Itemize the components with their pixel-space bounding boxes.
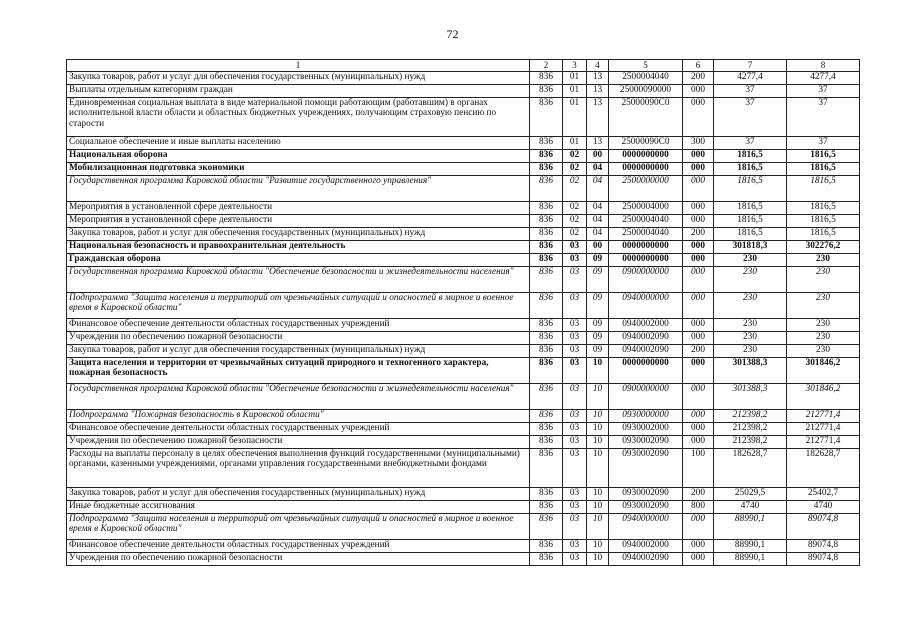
table-row bbox=[67, 513, 860, 539]
amount-1-cell: 230 bbox=[714, 331, 787, 344]
expense-type-cell: 000 bbox=[683, 97, 714, 136]
name-cell: Защита населения и территории от чрезвычайных ситуаций природного и техногенного характера, пожарная безопасность bbox=[67, 357, 530, 383]
expense-type-cell: 000 bbox=[683, 318, 714, 331]
target-article-cell: 0930002000 bbox=[609, 422, 683, 435]
section-cell: 03 bbox=[563, 513, 587, 539]
section-cell: 03 bbox=[563, 357, 587, 383]
target-article-cell: 0940002090 bbox=[609, 331, 683, 344]
table-row bbox=[67, 84, 860, 97]
target-article-cell: 0930002090 bbox=[609, 448, 683, 487]
amount-2-cell: 230 bbox=[787, 344, 860, 357]
target-article-cell: 0940002000 bbox=[609, 539, 683, 552]
expense-type-cell: 000 bbox=[683, 513, 714, 539]
section-cell: 03 bbox=[563, 240, 587, 253]
section-cell: 03 bbox=[563, 331, 587, 344]
ved-cell: 836 bbox=[530, 201, 563, 214]
name-cell: Подпрограмма "Пожарная безопасность в Кировской области" bbox=[67, 409, 530, 422]
name-cell: Финансовое обеспечение деятельности областных государственных учреждений bbox=[67, 318, 530, 331]
section-cell: 02 bbox=[563, 227, 587, 240]
header-cell: 2 bbox=[530, 60, 563, 72]
expense-type-cell: 300 bbox=[683, 136, 714, 149]
section-cell: 03 bbox=[563, 266, 587, 292]
table-row bbox=[67, 201, 860, 214]
section-cell: 03 bbox=[563, 539, 587, 552]
section-cell: 02 bbox=[563, 214, 587, 227]
amount-2-cell: 230 bbox=[787, 253, 860, 266]
amount-2-cell: 4277,4 bbox=[787, 71, 860, 84]
header-cell: 7 bbox=[714, 60, 787, 72]
name-cell: Финансовое обеспечение деятельности областных государственных учреждений bbox=[67, 422, 530, 435]
amount-2-cell: 89074,8 bbox=[787, 513, 860, 539]
name-cell: Выплаты отдельным категориям граждан bbox=[67, 84, 530, 97]
section-cell: 03 bbox=[563, 552, 587, 565]
name-cell: Учреждения по обеспечению пожарной безопасности bbox=[67, 552, 530, 565]
table-row bbox=[67, 500, 860, 513]
amount-2-cell: 25402,7 bbox=[787, 487, 860, 500]
subsection-cell: 10 bbox=[587, 422, 609, 435]
target-article-cell: 2500004040 bbox=[609, 227, 683, 240]
ved-cell: 836 bbox=[530, 227, 563, 240]
amount-2-cell: 1816,5 bbox=[787, 227, 860, 240]
target-article-cell: 0940000000 bbox=[609, 513, 683, 539]
expense-type-cell: 800 bbox=[683, 500, 714, 513]
expense-type-cell: 000 bbox=[683, 162, 714, 175]
table-row bbox=[67, 214, 860, 227]
subsection-cell: 09 bbox=[587, 266, 609, 292]
amount-1-cell: 1816,5 bbox=[714, 175, 787, 201]
ved-cell: 836 bbox=[530, 253, 563, 266]
subsection-cell: 10 bbox=[587, 435, 609, 448]
ved-cell: 836 bbox=[530, 448, 563, 487]
amount-2-cell: 230 bbox=[787, 266, 860, 292]
expense-type-cell: 000 bbox=[683, 539, 714, 552]
name-cell: Иные бюджетные ассигнования bbox=[67, 500, 530, 513]
amount-1-cell: 88990,1 bbox=[714, 513, 787, 539]
target-article-cell: 0900000000 bbox=[609, 266, 683, 292]
amount-2-cell: 1816,5 bbox=[787, 175, 860, 201]
table-row bbox=[67, 227, 860, 240]
section-cell: 02 bbox=[563, 162, 587, 175]
ved-cell: 836 bbox=[530, 318, 563, 331]
subsection-cell: 10 bbox=[587, 357, 609, 383]
ved-cell: 836 bbox=[530, 266, 563, 292]
section-cell: 01 bbox=[563, 136, 587, 149]
table-row bbox=[67, 71, 860, 84]
subsection-cell: 04 bbox=[587, 162, 609, 175]
target-article-cell: 0930000000 bbox=[609, 409, 683, 422]
expense-type-cell: 100 bbox=[683, 448, 714, 487]
ved-cell: 836 bbox=[530, 513, 563, 539]
table-row bbox=[67, 448, 860, 487]
amount-1-cell: 230 bbox=[714, 318, 787, 331]
expense-type-cell: 000 bbox=[683, 253, 714, 266]
name-cell: Закупка товаров, работ и услуг для обеспечения государственных (муниципальных) нужд bbox=[67, 71, 530, 84]
name-cell: Мероприятия в установленной сфере деятельности bbox=[67, 201, 530, 214]
expense-type-cell: 200 bbox=[683, 227, 714, 240]
name-cell: Финансовое обеспечение деятельности областных государственных учреждений bbox=[67, 539, 530, 552]
amount-2-cell: 212771,4 bbox=[787, 409, 860, 422]
ved-cell: 836 bbox=[530, 136, 563, 149]
section-cell: 01 bbox=[563, 84, 587, 97]
expense-type-cell: 000 bbox=[683, 422, 714, 435]
ved-cell: 836 bbox=[530, 84, 563, 97]
target-article-cell: 0940000000 bbox=[609, 292, 683, 318]
amount-2-cell: 212771,4 bbox=[787, 435, 860, 448]
name-cell: Закупка товаров, работ и услуг для обеспечения государственных (муниципальных) нужд bbox=[67, 227, 530, 240]
table-row bbox=[67, 487, 860, 500]
expense-type-cell: 000 bbox=[683, 552, 714, 565]
section-cell: 03 bbox=[563, 383, 587, 409]
amount-1-cell: 4740 bbox=[714, 500, 787, 513]
expense-type-cell: 000 bbox=[683, 331, 714, 344]
section-cell: 03 bbox=[563, 409, 587, 422]
section-cell: 03 bbox=[563, 487, 587, 500]
target-article-cell: 25000090С0 bbox=[609, 97, 683, 136]
header-cell: 1 bbox=[67, 60, 530, 72]
header-cell: 6 bbox=[683, 60, 714, 72]
target-article-cell: 0900000000 bbox=[609, 383, 683, 409]
name-cell: Закупка товаров, работ и услуг для обеспечения государственных (муниципальных) нужд bbox=[67, 344, 530, 357]
subsection-cell: 00 bbox=[587, 149, 609, 162]
header-row bbox=[67, 60, 860, 72]
amount-2-cell: 301846,2 bbox=[787, 357, 860, 383]
expense-type-cell: 000 bbox=[683, 214, 714, 227]
header-cell: 5 bbox=[609, 60, 683, 72]
subsection-cell: 13 bbox=[587, 136, 609, 149]
table-row bbox=[67, 331, 860, 344]
target-article-cell: 0940002000 bbox=[609, 318, 683, 331]
ved-cell: 836 bbox=[530, 97, 563, 136]
ved-cell: 836 bbox=[530, 539, 563, 552]
subsection-cell: 10 bbox=[587, 383, 609, 409]
section-cell: 03 bbox=[563, 422, 587, 435]
expense-type-cell: 000 bbox=[683, 84, 714, 97]
target-article-cell: 2500004040 bbox=[609, 71, 683, 84]
amount-1-cell: 230 bbox=[714, 266, 787, 292]
name-cell: Мероприятия в установленной сфере деятельности bbox=[67, 214, 530, 227]
amount-1-cell: 88990,1 bbox=[714, 539, 787, 552]
amount-1-cell: 37 bbox=[714, 84, 787, 97]
subsection-cell: 09 bbox=[587, 253, 609, 266]
table-row bbox=[67, 318, 860, 331]
target-article-cell: 2500004040 bbox=[609, 214, 683, 227]
table-row bbox=[67, 292, 860, 318]
subsection-cell: 04 bbox=[587, 214, 609, 227]
table-row bbox=[67, 240, 860, 253]
ved-cell: 836 bbox=[530, 331, 563, 344]
section-cell: 03 bbox=[563, 253, 587, 266]
subsection-cell: 09 bbox=[587, 318, 609, 331]
section-cell: 03 bbox=[563, 344, 587, 357]
section-cell: 03 bbox=[563, 435, 587, 448]
target-article-cell: 0930002090 bbox=[609, 487, 683, 500]
amount-1-cell: 301388,3 bbox=[714, 357, 787, 383]
expense-type-cell: 000 bbox=[683, 240, 714, 253]
name-cell: Подпрограмма "Защита населения и территорий от чрезвычайных ситуаций и опасностей в мирное и военное время в Кировской области" bbox=[67, 292, 530, 318]
section-cell: 01 bbox=[563, 97, 587, 136]
table-row bbox=[67, 253, 860, 266]
expense-type-cell: 200 bbox=[683, 71, 714, 84]
amount-2-cell: 302276,2 bbox=[787, 240, 860, 253]
amount-2-cell: 230 bbox=[787, 331, 860, 344]
amount-1-cell: 230 bbox=[714, 344, 787, 357]
amount-2-cell: 1816,5 bbox=[787, 201, 860, 214]
table-row bbox=[67, 435, 860, 448]
amount-1-cell: 37 bbox=[714, 97, 787, 136]
name-cell: Государственная программа Кировской области "Развитие государственного управления" bbox=[67, 175, 530, 201]
target-article-cell: 0000000000 bbox=[609, 253, 683, 266]
amount-1-cell: 230 bbox=[714, 253, 787, 266]
ved-cell: 836 bbox=[530, 487, 563, 500]
table-row bbox=[67, 266, 860, 292]
ved-cell: 836 bbox=[530, 500, 563, 513]
amount-2-cell: 89074,8 bbox=[787, 539, 860, 552]
target-article-cell: 0930002090 bbox=[609, 435, 683, 448]
subsection-cell: 09 bbox=[587, 344, 609, 357]
amount-2-cell: 230 bbox=[787, 292, 860, 318]
table-row bbox=[67, 149, 860, 162]
subsection-cell: 09 bbox=[587, 331, 609, 344]
ved-cell: 836 bbox=[530, 409, 563, 422]
amount-1-cell: 212398,2 bbox=[714, 409, 787, 422]
ved-cell: 836 bbox=[530, 357, 563, 383]
amount-1-cell: 25029,5 bbox=[714, 487, 787, 500]
amount-1-cell: 182628,7 bbox=[714, 448, 787, 487]
amount-1-cell: 212398,2 bbox=[714, 435, 787, 448]
name-cell: Расходы на выплаты персоналу в целях обеспечения выполнения функций государственными (муниципальными) органами, казенными учреждениями, органами управления государственными внебюджетными фондами bbox=[67, 448, 530, 487]
amount-2-cell: 4740 bbox=[787, 500, 860, 513]
subsection-cell: 10 bbox=[587, 409, 609, 422]
target-article-cell: 2500004000 bbox=[609, 201, 683, 214]
target-article-cell: 0940002090 bbox=[609, 344, 683, 357]
target-article-cell: 2500000000 bbox=[609, 175, 683, 201]
amount-2-cell: 212771,4 bbox=[787, 422, 860, 435]
expense-type-cell: 000 bbox=[683, 175, 714, 201]
expense-type-cell: 000 bbox=[683, 292, 714, 318]
header-cell: 8 bbox=[787, 60, 860, 72]
table-row bbox=[67, 162, 860, 175]
amount-1-cell: 212398,2 bbox=[714, 422, 787, 435]
subsection-cell: 10 bbox=[587, 539, 609, 552]
amount-1-cell: 1816,5 bbox=[714, 162, 787, 175]
section-cell: 03 bbox=[563, 448, 587, 487]
subsection-cell: 10 bbox=[587, 487, 609, 500]
section-cell: 02 bbox=[563, 175, 587, 201]
subsection-cell: 10 bbox=[587, 552, 609, 565]
amount-1-cell: 88990,1 bbox=[714, 552, 787, 565]
table-row bbox=[67, 552, 860, 565]
section-cell: 03 bbox=[563, 292, 587, 318]
amount-1-cell: 4277,4 bbox=[714, 71, 787, 84]
expense-type-cell: 000 bbox=[683, 409, 714, 422]
section-cell: 02 bbox=[563, 149, 587, 162]
table-row bbox=[67, 539, 860, 552]
ved-cell: 836 bbox=[530, 435, 563, 448]
amount-1-cell: 230 bbox=[714, 292, 787, 318]
target-article-cell: 25000090000 bbox=[609, 84, 683, 97]
section-cell: 02 bbox=[563, 201, 587, 214]
subsection-cell: 13 bbox=[587, 97, 609, 136]
table-row bbox=[67, 136, 860, 149]
ved-cell: 836 bbox=[530, 240, 563, 253]
target-article-cell: 0000000000 bbox=[609, 149, 683, 162]
ved-cell: 836 bbox=[530, 162, 563, 175]
table-row bbox=[67, 175, 860, 201]
table-row bbox=[67, 409, 860, 422]
table-row bbox=[67, 383, 860, 409]
name-cell: Государственная программа Кировской области "Обеспечение безопасности и жизнедеятельности населения" bbox=[67, 266, 530, 292]
subsection-cell: 00 bbox=[587, 240, 609, 253]
table-row bbox=[67, 344, 860, 357]
expense-type-cell: 000 bbox=[683, 357, 714, 383]
name-cell: Подпрограмма "Защита населения и территорий от чрезвычайных ситуаций и опасностей в мирное и военное время в Кировской области" bbox=[67, 513, 530, 539]
header-cell: 4 bbox=[587, 60, 609, 72]
table-row bbox=[67, 422, 860, 435]
ved-cell: 836 bbox=[530, 175, 563, 201]
name-cell: Национальная оборона bbox=[67, 149, 530, 162]
section-cell: 03 bbox=[563, 318, 587, 331]
ved-cell: 836 bbox=[530, 344, 563, 357]
target-article-cell: 0000000000 bbox=[609, 162, 683, 175]
table-row bbox=[67, 357, 860, 383]
subsection-cell: 04 bbox=[587, 175, 609, 201]
name-cell: Учреждения по обеспечению пожарной безопасности bbox=[67, 331, 530, 344]
amount-1-cell: 1816,5 bbox=[714, 201, 787, 214]
expense-type-cell: 000 bbox=[683, 201, 714, 214]
amount-2-cell: 301846,2 bbox=[787, 383, 860, 409]
ved-cell: 836 bbox=[530, 383, 563, 409]
name-cell: Государственная программа Кировской области "Обеспечение безопасности и жизнедеятельности населения" bbox=[67, 383, 530, 409]
header-cell: 3 bbox=[563, 60, 587, 72]
expense-type-cell: 000 bbox=[683, 149, 714, 162]
amount-2-cell: 1816,5 bbox=[787, 214, 860, 227]
target-article-cell: 0000000000 bbox=[609, 357, 683, 383]
expense-type-cell: 000 bbox=[683, 266, 714, 292]
subsection-cell: 10 bbox=[587, 513, 609, 539]
subsection-cell: 13 bbox=[587, 84, 609, 97]
subsection-cell: 10 bbox=[587, 500, 609, 513]
amount-1-cell: 1816,5 bbox=[714, 149, 787, 162]
name-cell: Учреждения по обеспечению пожарной безопасности bbox=[67, 435, 530, 448]
expense-type-cell: 000 bbox=[683, 435, 714, 448]
target-article-cell: 0000000000 bbox=[609, 240, 683, 253]
amount-2-cell: 37 bbox=[787, 84, 860, 97]
expense-type-cell: 200 bbox=[683, 344, 714, 357]
amount-1-cell: 301818,3 bbox=[714, 240, 787, 253]
budget-table bbox=[66, 59, 860, 566]
amount-2-cell: 1816,5 bbox=[787, 149, 860, 162]
amount-1-cell: 1816,5 bbox=[714, 214, 787, 227]
ved-cell: 836 bbox=[530, 552, 563, 565]
ved-cell: 836 bbox=[530, 292, 563, 318]
target-article-cell: 0940002090 bbox=[609, 552, 683, 565]
page-number: 72 bbox=[446, 27, 459, 41]
expense-type-cell: 000 bbox=[683, 383, 714, 409]
ved-cell: 836 bbox=[530, 422, 563, 435]
subsection-cell: 09 bbox=[587, 292, 609, 318]
ved-cell: 836 bbox=[530, 149, 563, 162]
amount-2-cell: 182628,7 bbox=[787, 448, 860, 487]
subsection-cell: 13 bbox=[587, 71, 609, 84]
subsection-cell: 10 bbox=[587, 448, 609, 487]
amount-2-cell: 89074,8 bbox=[787, 552, 860, 565]
target-article-cell: 0930002090 bbox=[609, 500, 683, 513]
amount-1-cell: 301388,3 bbox=[714, 383, 787, 409]
expense-type-cell: 200 bbox=[683, 487, 714, 500]
name-cell: Мобилизационная подготовка экономики bbox=[67, 162, 530, 175]
name-cell: Единовременная социальная выплата в виде материальной помощи работающим (работавшим) в органах исполнительной власти области и областных бюджетных учреждениях, получающим страховую пенсию по старости bbox=[67, 97, 530, 136]
ved-cell: 836 bbox=[530, 214, 563, 227]
amount-1-cell: 1816,5 bbox=[714, 227, 787, 240]
amount-2-cell: 37 bbox=[787, 97, 860, 136]
section-cell: 03 bbox=[563, 500, 587, 513]
name-cell: Гражданская оборона bbox=[67, 253, 530, 266]
ved-cell: 836 bbox=[530, 71, 563, 84]
section-cell: 01 bbox=[563, 71, 587, 84]
subsection-cell: 04 bbox=[587, 201, 609, 214]
subsection-cell: 04 bbox=[587, 227, 609, 240]
target-article-cell: 25000090С0 bbox=[609, 136, 683, 149]
table-row bbox=[67, 97, 860, 136]
name-cell: Социальное обеспечение и иные выплаты населению bbox=[67, 136, 530, 149]
amount-2-cell: 37 bbox=[787, 136, 860, 149]
name-cell: Национальная безопасность и правоохранительная деятельность bbox=[67, 240, 530, 253]
amount-1-cell: 37 bbox=[714, 136, 787, 149]
amount-2-cell: 230 bbox=[787, 318, 860, 331]
amount-2-cell: 1816,5 bbox=[787, 162, 860, 175]
name-cell: Закупка товаров, работ и услуг для обеспечения государственных (муниципальных) нужд bbox=[67, 487, 530, 500]
